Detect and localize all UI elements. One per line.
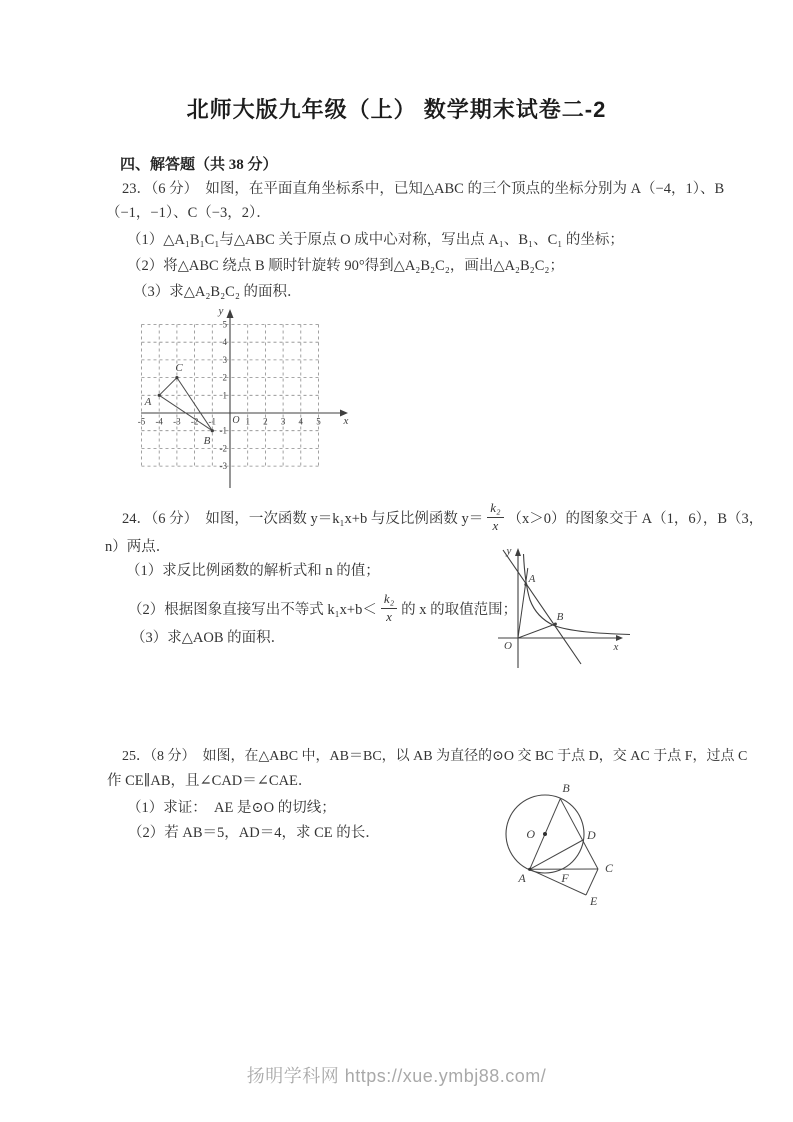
svg-text:-3: -3 (173, 416, 181, 427)
point-a-dot (528, 868, 531, 871)
point-b-label: B (556, 611, 564, 623)
q23-part2: （2）将△ABC 绕点 B 顺时针旋转 90°得到△A₂B₂C₂，画出△A₂B₂C₂； (127, 258, 564, 274)
point-c-label: C (605, 861, 614, 875)
svg-text:3: 3 (222, 354, 227, 365)
fraction-denominator: x (386, 608, 392, 624)
line-through-ab (503, 550, 581, 664)
x-axis-label: x (613, 641, 619, 653)
q24-part2-text-a: （2）根据图象直接写出不等式 k₁x+b＜ (128, 601, 377, 618)
fraction-k2-over-x (487, 501, 503, 533)
svg-text:2: 2 (222, 372, 227, 383)
svg-text:1: 1 (222, 390, 227, 401)
hyperbola-curve (524, 554, 631, 635)
point-d-label: D (587, 828, 596, 842)
axes (141, 316, 341, 488)
q25-line1: 25．（8 分） 如图，在△ABC 中，AB＝BC，以 AB 为直径的⊙O 交 BC 于点 D，交 AC 于点 F，过点 C (122, 749, 748, 764)
svg-text:2: 2 (263, 416, 268, 427)
svg-text:5: 5 (316, 416, 321, 427)
q24-part3: （3）求△AOB 的面积． (131, 630, 286, 646)
triangle-abc (159, 378, 212, 431)
q24-part2 (128, 589, 517, 627)
svg-text:-2: -2 (219, 443, 227, 454)
y-axis-label: y (218, 305, 224, 317)
y-axis-label: y (506, 545, 512, 557)
point-b-label: B (562, 781, 570, 795)
svg-text:-1: -1 (219, 425, 227, 436)
point-a-label: A (144, 396, 152, 408)
q24-graph-figure (478, 542, 648, 677)
svg-text:-1: -1 (208, 416, 217, 427)
svg-text:-2: -2 (190, 416, 199, 427)
svg-text:3: 3 (280, 416, 286, 427)
point-e-label: E (590, 894, 598, 908)
q24-line1 (122, 498, 763, 536)
point-a-dot (524, 583, 527, 586)
fraction-denominator: x (492, 517, 499, 533)
segment-ob (518, 624, 555, 638)
q23-line2: （−1，−1）、C（−3，2）． (106, 205, 271, 221)
q23-part3: （3）求△A₂B₂C₂ 的面积． (133, 284, 302, 300)
origin-label: O (232, 415, 240, 426)
svg-text:5: 5 (222, 319, 227, 330)
y-axis-arrow (227, 309, 234, 318)
point-c-label: C (175, 362, 183, 374)
q25-part2: （2）若 AB＝5，AD＝4，求 CE 的长． (128, 825, 380, 841)
origin-label: O (504, 640, 512, 652)
q25-part1: （1）求证： AE 是⊙O 的切线； (127, 800, 336, 816)
triangle-vertex-dots (158, 376, 214, 432)
svg-text:-5: -5 (138, 416, 146, 427)
page-title: 北师大版九年级（上） 数学期末试卷二-2 (186, 97, 607, 122)
q23-coordinate-grid-figure (138, 302, 378, 497)
section-heading: 四、解答题（共 38 分） (120, 157, 278, 173)
svg-text:1: 1 (245, 416, 250, 427)
svg-text:-3: -3 (219, 461, 227, 472)
q24-line1-text-a: 24．（6 分） 如图，一次函数 y＝k₁x+b 与反比例函数 y＝ (122, 510, 484, 527)
q24-line2: n）两点． (105, 539, 171, 555)
y-axis-arrow (515, 548, 521, 556)
q24-line1-text-b: （x＞0）的图象交于 A（1，6），B（3， (507, 510, 764, 527)
x-axis-label: x (343, 415, 349, 427)
fraction-numerator: k₂ (381, 592, 397, 608)
svg-text:-4: -4 (155, 416, 163, 427)
svg-text:4: 4 (298, 416, 304, 427)
watermark-footer: 扬明学科网 https://xue.ymbj88.com/ (246, 1066, 547, 1086)
center-o-label: O (526, 827, 535, 841)
point-a-label: A (518, 871, 526, 885)
q23-part1: （1）△A₁B₁C₁与△ABC 关于原点 O 成中心对称，写出点 A₁、B₁、C₁ 的坐标； (127, 232, 624, 248)
center-dot (543, 832, 547, 836)
point-a-label: A (528, 573, 536, 585)
q25-line2: 作 CE∥AB，且∠CAD＝∠CAE． (107, 773, 313, 789)
fraction-k2-over-x (381, 592, 397, 624)
q23-line1: 23．（6 分） 如图，在平面直角坐标系中，已知△ABC 的三个顶点的坐标分别为 A（−4，1）、B (122, 181, 725, 197)
point-f-label: F (561, 871, 569, 885)
fraction-numerator: k₂ (487, 501, 503, 517)
q24-part1: （1）求反比例函数的解析式和 n 的值； (126, 563, 380, 579)
q24-part2-text-b: 的 x 的取值范围； (401, 601, 518, 618)
svg-text:4: 4 (222, 337, 227, 348)
q25-circle-figure (476, 778, 676, 928)
point-b-label: B (203, 435, 211, 447)
